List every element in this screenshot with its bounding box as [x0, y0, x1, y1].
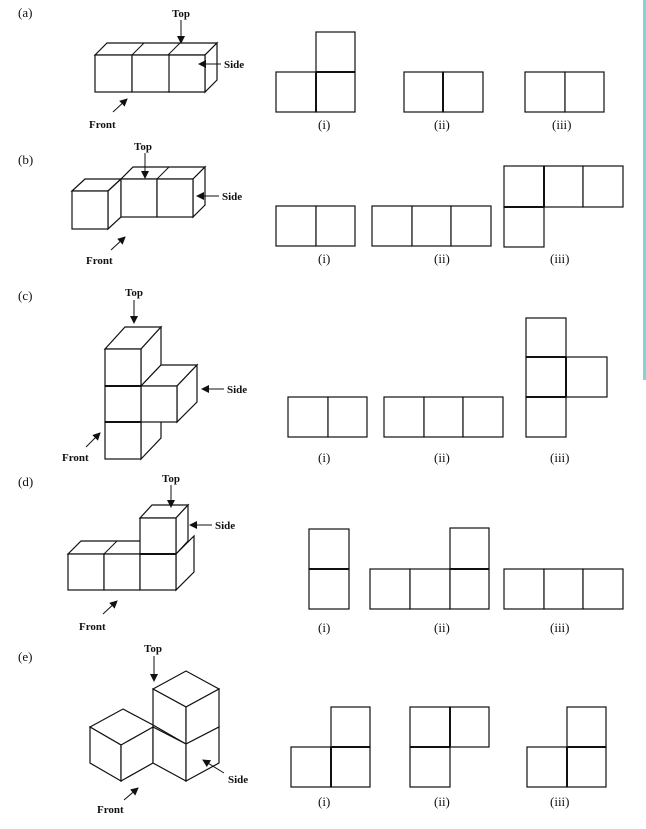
view-square: [463, 397, 503, 437]
view-square: [410, 707, 450, 747]
front-arrow: [103, 601, 117, 614]
view-square: [583, 166, 623, 207]
view-square: [384, 397, 424, 437]
top-annotation: Top: [172, 8, 190, 20]
problem-e: [18, 643, 606, 816]
problem-c: [18, 287, 607, 465]
view-d-i: [309, 529, 349, 609]
view-square: [583, 569, 623, 609]
view-square: [372, 206, 412, 246]
solid-cube-face: [121, 179, 157, 217]
front-annotation: Front: [86, 255, 113, 267]
solid-cube-face: [95, 55, 132, 92]
view-b-i: [276, 206, 355, 246]
view-square: [525, 72, 565, 112]
top-annotation: Top: [162, 473, 180, 485]
view-c-iii: [526, 318, 607, 437]
solid-cube-face: [141, 386, 177, 422]
view-label: (ii): [434, 251, 450, 266]
problem-label: (b): [18, 152, 34, 167]
view-label: (i): [318, 251, 331, 266]
problem-label: (c): [18, 288, 33, 303]
view-square: [504, 569, 544, 609]
view-d-ii: [370, 528, 489, 609]
solid-cube-face: [168, 55, 205, 92]
front-annotation: Front: [97, 804, 124, 816]
solid-cube-face: [68, 554, 104, 590]
view-square: [410, 747, 450, 787]
problem-label: (a): [18, 5, 33, 20]
view-label: (iii): [550, 450, 570, 465]
view-square: [412, 206, 451, 246]
front-annotation: Front: [62, 452, 89, 464]
view-label: (i): [318, 620, 331, 635]
top-annotation: Top: [134, 141, 152, 153]
view-square: [316, 72, 355, 112]
solid-d: [68, 505, 194, 590]
solid-cube-face: [105, 422, 141, 459]
view-square: [370, 569, 410, 609]
view-square: [316, 206, 355, 246]
solid-c: [105, 327, 197, 459]
view-c-i: [288, 397, 367, 437]
front-arrow: [111, 237, 125, 250]
view-square: [443, 72, 483, 112]
view-square: [566, 357, 607, 397]
view-square: [450, 707, 489, 747]
view-square: [316, 32, 355, 72]
solid-cube-face: [140, 518, 176, 554]
solid-cube-face: [104, 554, 140, 590]
view-d-iii: [504, 569, 623, 609]
view-square: [504, 166, 544, 207]
solid-cube-face: [72, 191, 108, 229]
view-square: [404, 72, 443, 112]
view-label: (ii): [434, 450, 450, 465]
solid-b: [72, 167, 205, 229]
view-square: [288, 397, 328, 437]
view-square: [450, 569, 489, 609]
solid-e: [90, 671, 219, 781]
solid-cube-face: [132, 55, 169, 92]
view-square: [567, 747, 606, 787]
solid-cube-face: [140, 554, 176, 590]
view-label: (i): [318, 117, 331, 132]
view-square: [567, 707, 606, 747]
problem-label: (e): [18, 649, 33, 664]
front-arrow: [86, 433, 100, 447]
side-annotation: Side: [227, 384, 248, 396]
view-c-ii: [384, 397, 503, 437]
front-arrow: [124, 788, 138, 800]
view-label: (iii): [550, 251, 570, 266]
front-annotation: Front: [89, 119, 116, 131]
front-arrow: [113, 99, 127, 112]
side-annotation: Side: [224, 59, 245, 71]
problem-d: [18, 473, 623, 635]
solid-cube-face: [105, 349, 141, 386]
view-square: [544, 166, 583, 207]
view-square: [450, 528, 489, 569]
view-a-ii: [404, 72, 483, 112]
view-label: (iii): [550, 620, 570, 635]
view-label: (ii): [434, 794, 450, 809]
front-annotation: Front: [79, 621, 106, 633]
view-square: [276, 206, 316, 246]
view-label: (i): [318, 794, 331, 809]
view-square: [331, 707, 370, 747]
view-square: [291, 747, 331, 787]
view-b-iii: [504, 166, 623, 247]
view-square: [526, 397, 566, 437]
problem-a: [18, 5, 604, 132]
top-annotation: Top: [144, 643, 162, 655]
view-square: [410, 569, 450, 609]
view-e-ii: [410, 707, 489, 787]
view-square: [527, 747, 567, 787]
view-square: [565, 72, 604, 112]
solid-cube-face: [105, 386, 141, 422]
view-label: (ii): [434, 620, 450, 635]
side-annotation: Side: [215, 520, 236, 532]
view-a-iii: [525, 72, 604, 112]
solid-top-face: [95, 43, 217, 55]
view-square: [504, 207, 544, 247]
solid-a: [95, 43, 217, 92]
view-b-ii: [372, 206, 491, 246]
view-e-iii: [527, 707, 606, 787]
view-e-i: [291, 707, 370, 787]
view-label: (i): [318, 450, 331, 465]
problem-label: (d): [18, 474, 34, 489]
view-label: (iii): [552, 117, 572, 132]
problem-b: [18, 141, 623, 267]
view-square: [451, 206, 491, 246]
side-annotation: Side: [228, 774, 249, 786]
top-annotation: Top: [125, 287, 143, 299]
view-square: [544, 569, 583, 609]
view-square: [331, 747, 370, 787]
view-label: (ii): [434, 117, 450, 132]
view-square: [526, 318, 566, 357]
view-square: [424, 397, 463, 437]
view-label: (iii): [550, 794, 570, 809]
view-square: [526, 357, 566, 397]
view-square: [276, 72, 316, 112]
solid-cube-face: [157, 179, 193, 217]
view-square: [309, 569, 349, 609]
view-square: [328, 397, 367, 437]
view-a-i: [276, 32, 355, 112]
view-square: [309, 529, 349, 569]
side-annotation: Side: [222, 191, 243, 203]
